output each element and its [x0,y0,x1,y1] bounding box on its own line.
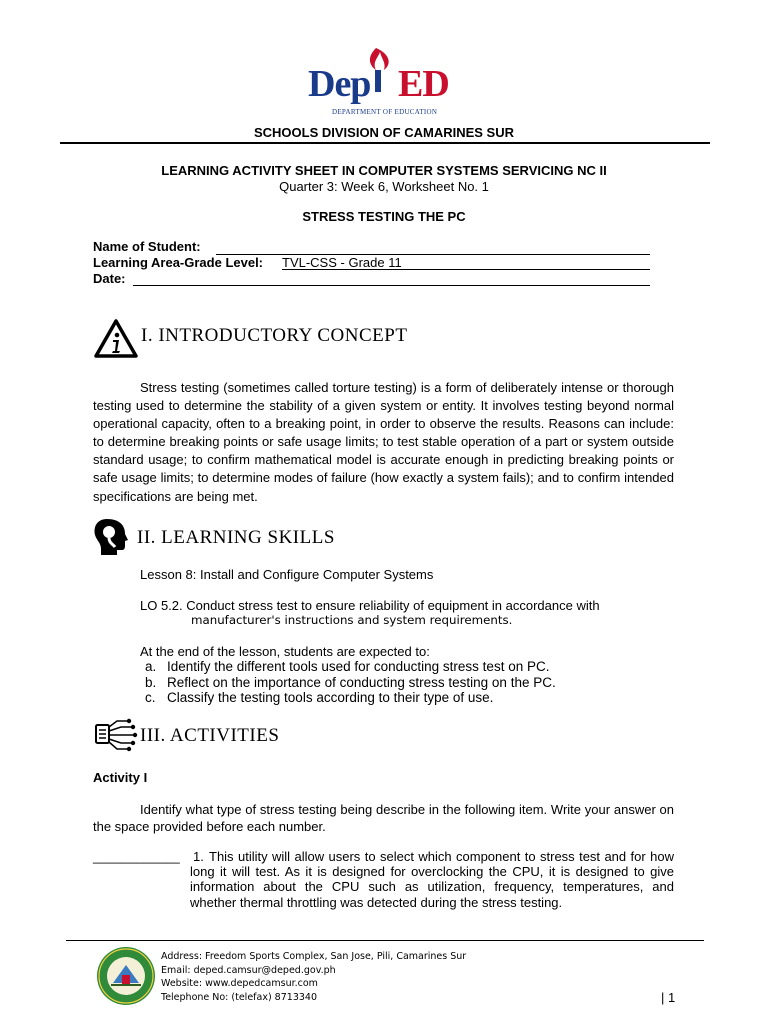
section1-paragraph-text: Stress testing (sometimes called torture testing) is a form of deliberately intense or thorough testing used to determine the stability of a given system or entity. It involves testing beyond normal operational capacity, often to a breaking point, in order to observe the results. Reasons can include: to determine breaking points or safe usage limits; to test stable operation of a part or system outside standard usage; to confirm mathematical model is accurate enough in predicting breaking points or safe usage limits; to determine modes of failure (how exactly a system fails); and to confirm intended specifications are being met. [93,380,674,504]
q1-number: 1. [193,849,204,864]
lesson-text: Lesson 8: Install and Configure Computer Systems [140,567,434,582]
list-text: Reflect on the importance of conducting stress testing on the PC. [167,675,556,690]
deped-logo [306,44,466,122]
division-title: SCHOOLS DIVISION OF CAMARINES SUR [253,125,515,140]
activity-title: Activity I [93,770,148,785]
list-marker: c. [145,690,156,705]
list-item [145,690,493,705]
section1-heading: I. INTRODUCTORY CONCEPT [141,325,408,346]
footer-address: Address: Freedom Sports Complex, San Jose, Pili, Camarines Sur [161,951,467,962]
logo-dep-text: Dep [308,63,371,105]
list-marker: b. [145,675,157,690]
logo-subtitle: DEPARTMENT OF EDUCATION [332,108,438,116]
area-value: TVL-CSS - Grade 11 [282,255,402,270]
division-seal-icon [95,945,157,1007]
area-field[interactable] [282,255,650,270]
lo-line1: LO 5.2. Conduct stress test to ensure reliability of equipment in accordance with [140,598,600,613]
list-marker: a. [145,659,157,674]
section3-heading: III. ACTIVITIES [140,725,280,746]
page-number: | 1 [661,990,676,1005]
footer-telephone: Telephone No: (telefax) 8713340 [161,992,317,1003]
header-divider [60,142,710,144]
date-label: Date: [93,271,126,286]
date-field[interactable] [133,271,650,286]
list-text: Classify the testing tools according to their type of use. [167,690,494,705]
question-item [190,849,674,910]
list-item [145,675,556,690]
lo-line2: manufacturer's instructions and system requirements. [191,613,513,627]
circuit-document-icon [93,717,139,753]
section1-paragraph [93,379,674,506]
footer-website: Website: www.depedcamsur.com [161,978,318,989]
activity-instruction [93,801,674,835]
list-item [145,659,549,674]
q1-blank[interactable]: ____________ [93,849,180,864]
footer-divider [66,940,704,941]
name-field[interactable] [216,240,650,255]
info-triangle-icon [93,318,139,360]
sheet-title: LEARNING ACTIVITY SHEET IN COMPUTER SYSTEMS SERVICING NC II [161,163,607,178]
q1-text: This utility will allow users to select which component to stress test and for how long it will test. As it is designed for overclocking the CPU, it is designed to give information about the CPU such as utilization, frequency, temperatures, and whether thermal throttling was detected during the stress testing. [190,849,674,910]
name-label: Name of Student: [93,239,201,254]
list-text: Identify the different tools used for conducting stress test on PC. [167,659,550,674]
sheet-topic: STRESS TESTING THE PC [302,209,466,224]
section2-heading: II. LEARNING SKILLS [137,527,335,548]
head-profile-icon [91,517,133,557]
footer-email: Email: deped.camsur@deped.gov.ph [161,965,336,976]
expect-text: At the end of the lesson, students are expected to: [140,644,430,659]
activity-instruction-text: Identify what type of stress testing being describe in the following item. Write your answer on the space provided before each number. [93,802,674,834]
area-label: Learning Area-Grade Level: [93,255,264,270]
logo-ed-text: ED [398,63,449,105]
sheet-quarter: Quarter 3: Week 6, Worksheet No. 1 [279,179,489,194]
